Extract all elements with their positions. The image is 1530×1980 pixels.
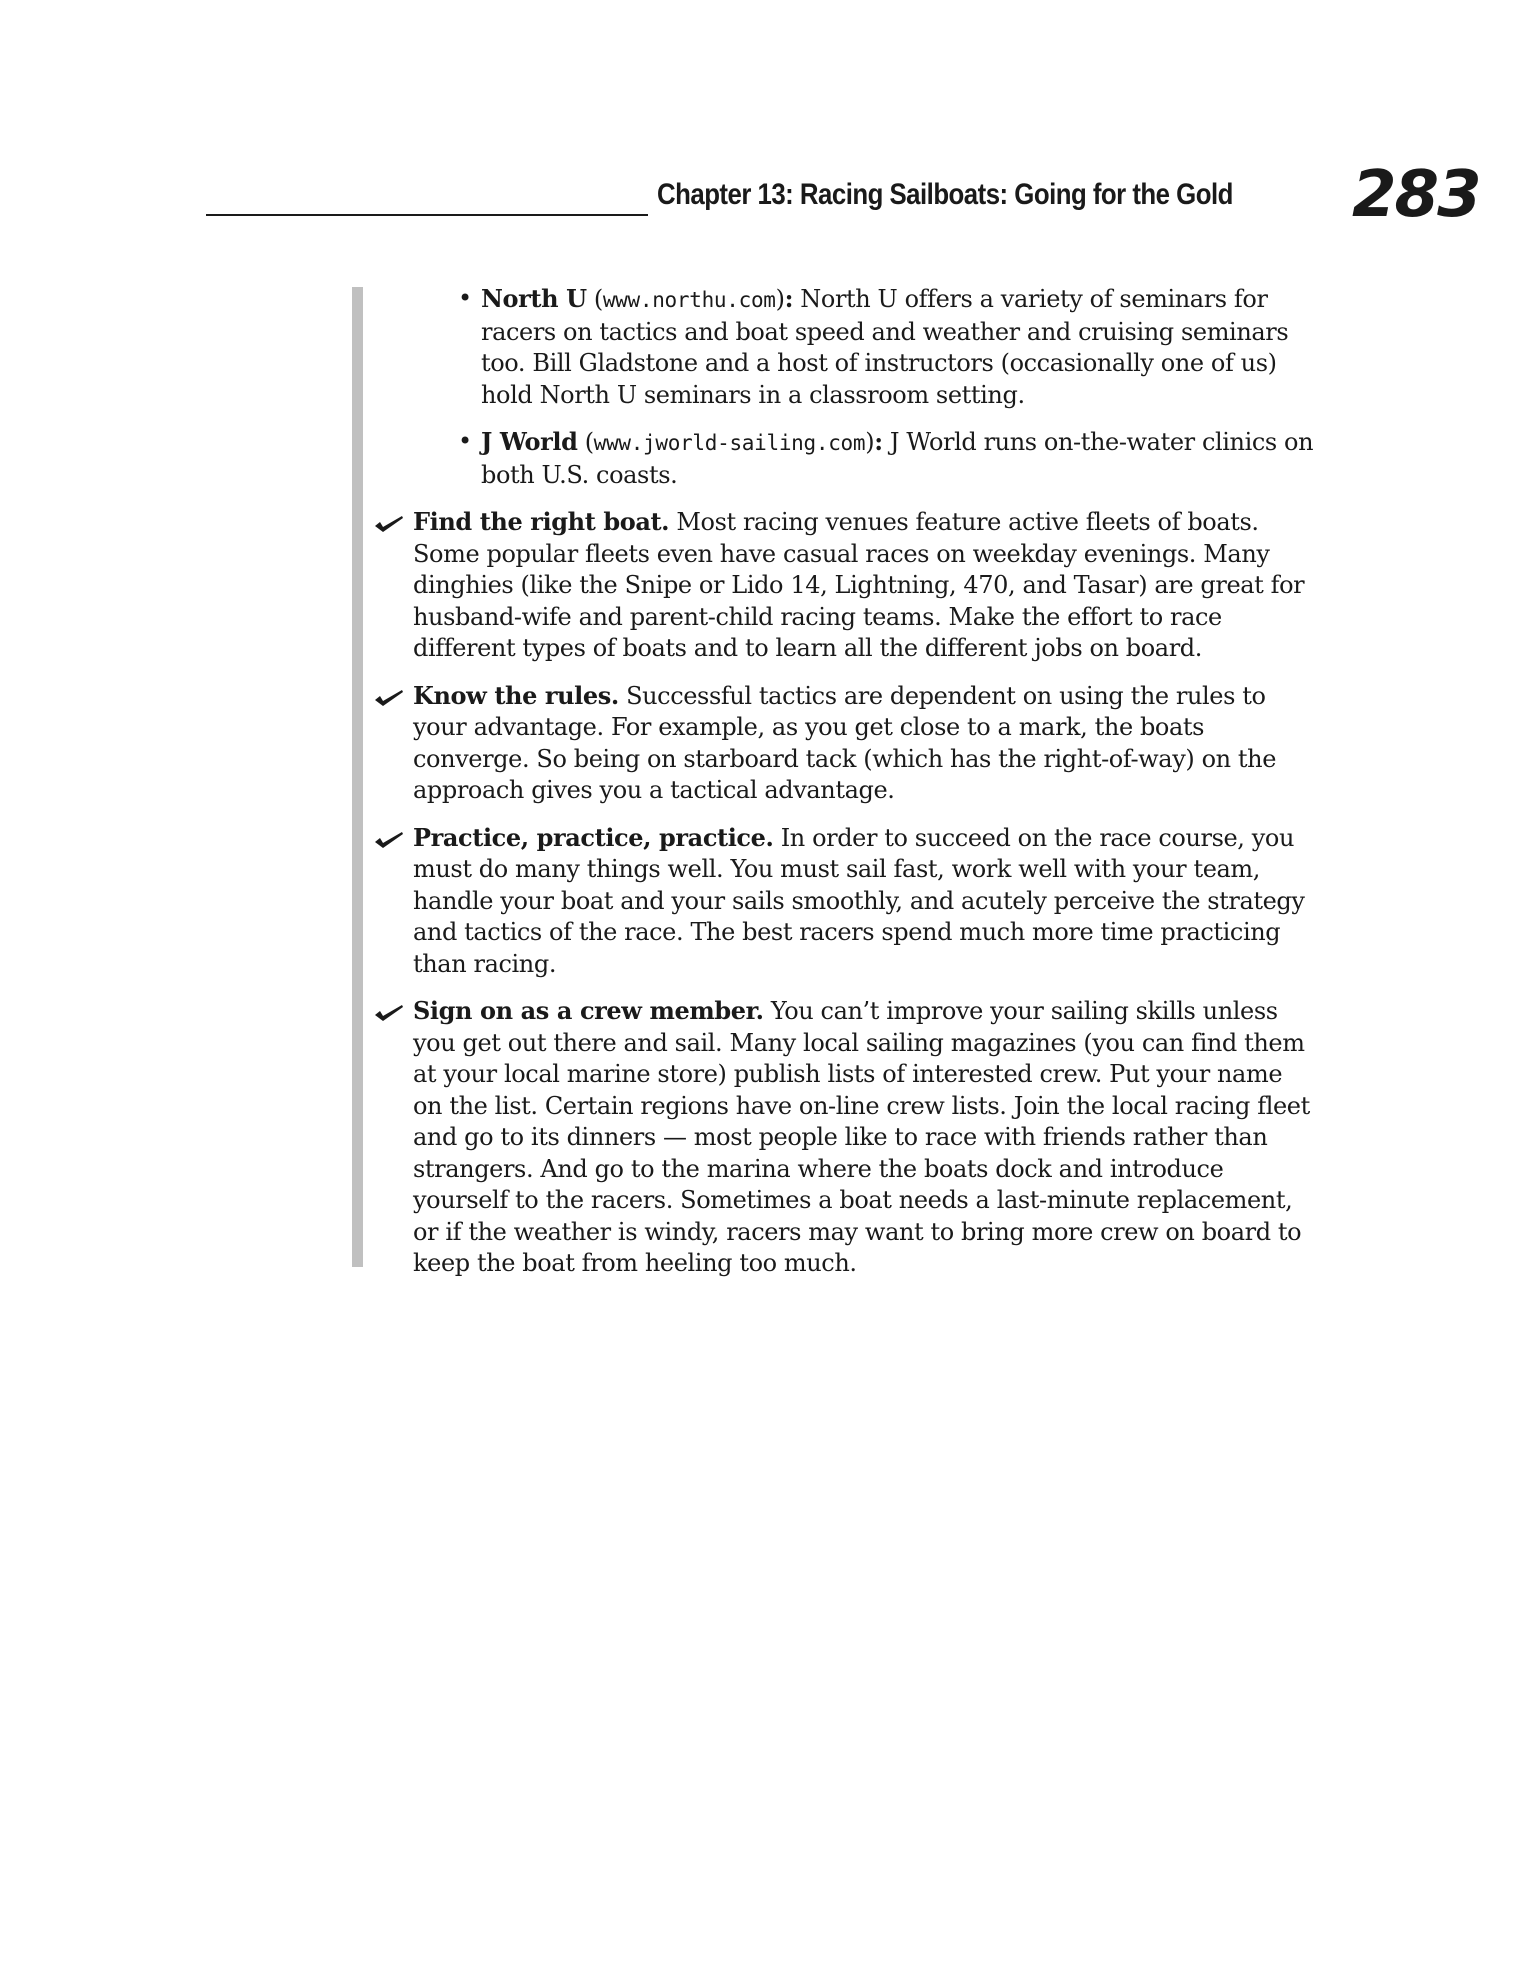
checkmark-icon	[374, 831, 404, 849]
bullet-icon: •	[458, 284, 472, 312]
item-lead: Sign on as a crew member.	[413, 996, 764, 1025]
item-lead: North U	[481, 284, 587, 313]
item-text: J World runs on-the-water clinics on both U.S. coasts.	[481, 428, 1314, 489]
checklist-item	[374, 995, 1314, 1280]
url-link[interactable]: www.jworld-sailing.com	[593, 431, 866, 455]
open-paren: (	[586, 285, 603, 313]
url-link[interactable]: www.northu.com	[602, 288, 776, 312]
item-lead: J World	[481, 427, 578, 456]
body-text	[374, 283, 1314, 1295]
checklist-item	[374, 680, 1314, 807]
close-paren: )	[865, 428, 875, 456]
bullet-icon: •	[458, 427, 472, 455]
header-rule	[206, 214, 648, 216]
sidebar-shading-bar	[352, 287, 363, 1267]
item-lead: Find the right boat.	[413, 507, 670, 536]
checklist-item	[374, 822, 1314, 981]
sub-bullet-item	[374, 426, 1314, 491]
page-number: 283	[1352, 158, 1480, 232]
checkmark-icon	[374, 689, 404, 707]
checklist-item	[374, 506, 1314, 665]
sub-bullet-item	[374, 283, 1314, 411]
item-text: In order to succeed on the race course, you must do many things well. You must sail fast, work well with your team, handle your boat and your sails smoothly, and acutely perceive the strategy and tactics of the race. The best racers spend much more time practicing than racing.	[413, 823, 1305, 978]
item-lead: Know the rules.	[413, 680, 619, 710]
item-lead: Practice, practice, practice.	[413, 822, 774, 852]
item-text: Successful tactics are dependent on using the rules to your advantage. For example, as you get close to a mark, the boats converge. So being on starboard tack (which has the right-of-way) on the approach gives you a tactical advantage.	[413, 681, 1277, 804]
item-text: Most racing venues feature active fleets of boats. Some popular fleets even have casual races on weekday evenings. Many dinghies (like the Snipe or Lido 14, Lightning, 470, and Tasar) are great for husband-wife and parent-child racing teams. Make the effort to race different types of boats and to learn all the different jobs on board.	[413, 508, 1305, 662]
open-paren: (	[577, 428, 594, 456]
item-text: You can’t improve your sailing skills unless you get out there and sail. Many local sailing magazines (you can find them at your local marine store) publish lists of interested crew. Put your name on the list. Certain regions have on-line crew lists. Join the local racing fleet and go to its dinners — most people like to race with friends rather than strangers. And go to the marina where the boats dock and introduce yourself to the racers. Sometimes a boat needs a last-minute replacement, or if the weather is windy, racers may want to bring more crew on board to keep the boat from heeling too much.	[413, 997, 1310, 1277]
checkmark-icon	[374, 515, 404, 533]
colon: :	[874, 427, 883, 456]
checkmark-icon	[374, 1004, 404, 1022]
chapter-title: Chapter 13: Racing Sailboats: Going for the Gold	[657, 178, 1233, 211]
item-text: North U offers a variety of seminars for racers on tactics and boat speed and weather and cruising seminars too. Bill Gladstone and a host of instructors (occasionally one of us) hold North U seminars in a classroom setting.	[481, 285, 1289, 409]
colon: :	[784, 284, 794, 313]
close-paren: )	[775, 285, 785, 313]
